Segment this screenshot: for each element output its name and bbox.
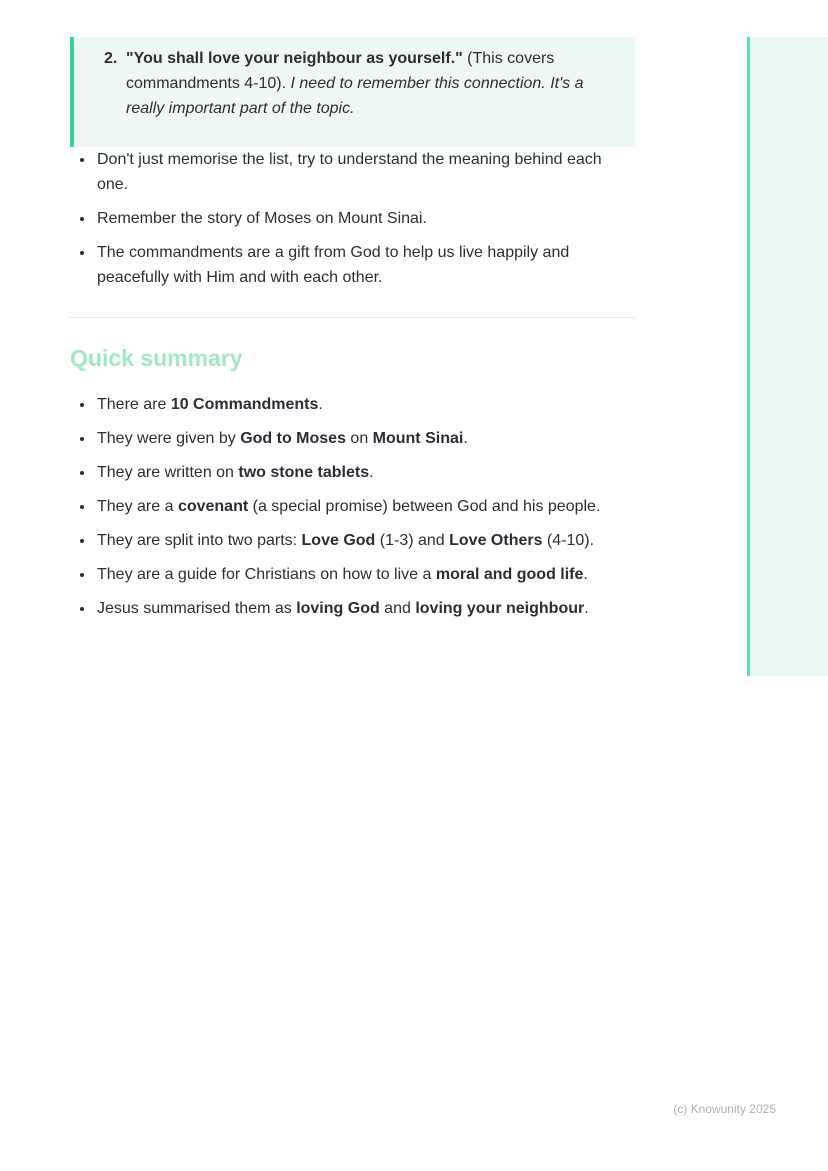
list-item xyxy=(95,240,635,290)
list-item xyxy=(95,596,635,621)
text: . xyxy=(584,600,589,617)
text: . xyxy=(318,396,323,413)
text: They are a xyxy=(97,498,178,515)
text: Remember the story of Moses on Mount Sinai. xyxy=(97,210,427,227)
bold-text: Love God xyxy=(301,532,376,549)
text: They are written on xyxy=(97,464,239,481)
bold-text: God to Moses xyxy=(240,430,346,447)
highlighted-note-callout xyxy=(70,37,635,147)
list-item xyxy=(95,494,635,519)
text: . xyxy=(583,566,588,583)
text: (This covers commandments 4-10). xyxy=(126,50,555,92)
tips-list xyxy=(70,147,635,290)
quick-summary-heading: Quick summary xyxy=(70,345,243,371)
text: They are a guide for Christians on how to live a xyxy=(97,566,436,583)
text: on xyxy=(345,430,373,447)
page-content xyxy=(70,0,635,630)
italic-text: I need to remember this connection. It's a really important part of the topic. xyxy=(126,75,584,117)
text: . xyxy=(463,430,468,447)
bold-text: Love Others xyxy=(449,532,543,549)
list-item xyxy=(95,426,635,451)
summary-list xyxy=(70,392,635,621)
section-divider xyxy=(70,317,635,318)
bold-text: moral and good life xyxy=(435,566,584,583)
text: (1-3) and xyxy=(375,532,450,549)
text: Don't just memorise the list, try to understand the meaning behind each one. xyxy=(97,151,602,193)
text: Jesus summarised them as xyxy=(97,600,297,617)
list-number: 2. xyxy=(104,50,118,67)
text: (a special promise) between God and his people. xyxy=(248,498,601,515)
list-item xyxy=(95,147,635,197)
bold-text: covenant xyxy=(177,498,249,515)
text: and xyxy=(379,600,416,617)
text: They are split into two parts: xyxy=(97,532,302,549)
copyright-footer: (c) Knowunity 2025 xyxy=(673,1102,776,1116)
list-item xyxy=(95,528,635,553)
bold-text: "You shall love your neighbour as yourself." xyxy=(126,50,463,67)
text: They were given by xyxy=(97,430,241,447)
bold-text: 10 Commandments xyxy=(170,396,319,413)
text: The commandments are a gift from God to help us live happily and peacefully with Him and with each other. xyxy=(97,244,570,286)
next-page-edge-decoration xyxy=(747,37,828,676)
bold-text: two stone tablets xyxy=(238,464,370,481)
text: There are xyxy=(97,396,171,413)
bold-text: loving God xyxy=(296,600,380,617)
list-item xyxy=(95,562,635,587)
bold-text: loving your neighbour xyxy=(415,600,585,617)
callout-text xyxy=(126,46,615,121)
ordered-list-item xyxy=(86,46,615,121)
bold-text: Mount Sinai xyxy=(372,430,464,447)
text: (4-10). xyxy=(542,532,595,549)
list-item xyxy=(95,392,635,417)
list-item xyxy=(95,206,635,231)
list-item xyxy=(95,460,635,485)
text: . xyxy=(369,464,374,481)
